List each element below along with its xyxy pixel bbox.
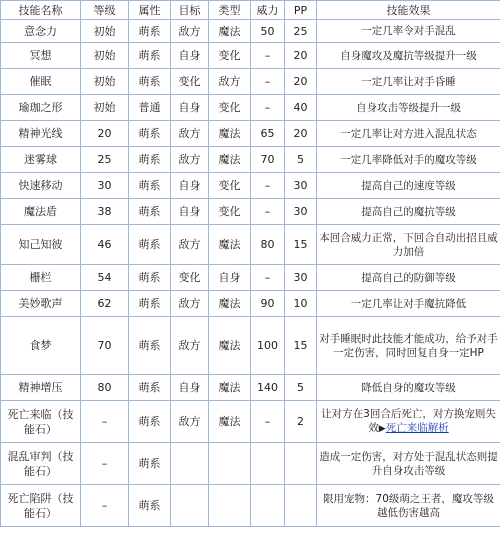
header-target: 目标 (171, 1, 209, 20)
skill-power: 65 (251, 121, 285, 147)
header-type: 类型 (209, 1, 251, 20)
skill-power (251, 443, 285, 485)
skill-effect: 一定几率降低对手的魔攻等级 (317, 147, 500, 173)
skill-level: 62 (81, 291, 129, 317)
skill-target: 敌方 (171, 147, 209, 173)
table-row (1, 95, 500, 121)
skill-power: – (251, 401, 285, 443)
skill-target: 自身 (171, 43, 209, 69)
table-row (1, 401, 500, 443)
skill-target: 自身 (171, 173, 209, 199)
skill-name: 栅栏 (1, 265, 81, 291)
skill-pp: 30 (285, 199, 317, 225)
skill-pp (285, 485, 317, 527)
table-row (1, 20, 500, 43)
skill-attribute: 萌系 (129, 69, 171, 95)
table-row (1, 291, 500, 317)
skill-type: 魔法 (209, 375, 251, 401)
skill-target: 变化 (171, 69, 209, 95)
skill-pp: 20 (285, 69, 317, 95)
skill-type: 魔法 (209, 121, 251, 147)
skill-name: 魔法盾 (1, 199, 81, 225)
table-row (1, 225, 500, 265)
skill-attribute: 萌系 (129, 147, 171, 173)
skill-level: 初始 (81, 69, 129, 95)
table-row (1, 375, 500, 401)
table-row (1, 443, 500, 485)
skill-target: 敌方 (171, 401, 209, 443)
skill-level: 38 (81, 199, 129, 225)
header-power: 威力 (251, 1, 285, 20)
skill-level: 46 (81, 225, 129, 265)
skill-power: 100 (251, 317, 285, 375)
skill-effect: 降低自身的魔攻等级 (317, 375, 500, 401)
skill-type: 变化 (209, 95, 251, 121)
skill-type (209, 443, 251, 485)
skill-attribute: 萌系 (129, 375, 171, 401)
skill-name: 死亡陷阱（技能石） (1, 485, 81, 527)
skill-level: 30 (81, 173, 129, 199)
skill-effect: 提高自己的速度等级 (317, 173, 500, 199)
skill-type: 魔法 (209, 147, 251, 173)
skill-target: 自身 (171, 375, 209, 401)
skill-name: 食梦 (1, 317, 81, 375)
skill-target: 自身 (171, 95, 209, 121)
skill-name: 知己知彼 (1, 225, 81, 265)
table-row (1, 317, 500, 375)
skill-type: 魔法 (209, 225, 251, 265)
skill-target (171, 485, 209, 527)
skill-pp: 20 (285, 43, 317, 69)
skill-type: 魔法 (209, 401, 251, 443)
table-header-row (1, 1, 500, 20)
skill-power (251, 485, 285, 527)
skill-attribute: 萌系 (129, 291, 171, 317)
skill-attribute: 萌系 (129, 199, 171, 225)
skill-target: 敌方 (171, 121, 209, 147)
skill-target: 敌方 (171, 225, 209, 265)
skill-type: 魔法 (209, 291, 251, 317)
skill-target (171, 443, 209, 485)
skill-pp: 40 (285, 95, 317, 121)
skill-level: – (81, 401, 129, 443)
skill-pp: 20 (285, 121, 317, 147)
skill-target: 自身 (171, 199, 209, 225)
skill-attribute: 萌系 (129, 443, 171, 485)
skill-power: 70 (251, 147, 285, 173)
skill-name: 死亡来临（技能石） (1, 401, 81, 443)
skill-target: 变化 (171, 265, 209, 291)
skill-type: 敌方 (209, 69, 251, 95)
skill-attribute: 萌系 (129, 401, 171, 443)
skill-attribute: 普通 (129, 95, 171, 121)
skill-power: – (251, 43, 285, 69)
skill-name: 冥想 (1, 43, 81, 69)
header-pp: PP (285, 1, 317, 20)
table-row (1, 121, 500, 147)
skill-attribute: 萌系 (129, 485, 171, 527)
skill-type: 变化 (209, 199, 251, 225)
skill-power: – (251, 95, 285, 121)
skill-pp: 10 (285, 291, 317, 317)
table-row (1, 265, 500, 291)
skill-name: 混乱审判（技能石） (1, 443, 81, 485)
skill-level: 初始 (81, 43, 129, 69)
skill-type: 自身 (209, 265, 251, 291)
skill-pp: 2 (285, 401, 317, 443)
header-attribute: 属性 (129, 1, 171, 20)
play-arrow-icon: ▶ (378, 424, 386, 434)
skill-effect-text: 让对方在3回合后死亡，对方换宠则失效 (321, 408, 496, 434)
skill-power: 90 (251, 291, 285, 317)
skill-level: 20 (81, 121, 129, 147)
skill-pp: 15 (285, 317, 317, 375)
skill-effect: 自身攻击等级提升一级 (317, 95, 500, 121)
skill-power: 140 (251, 375, 285, 401)
skill-effect: 一定几率让对手魔抗降低 (317, 291, 500, 317)
skill-level: – (81, 485, 129, 527)
skill-name: 美妙歌声 (1, 291, 81, 317)
table-row (1, 485, 500, 527)
skill-name: 催眠 (1, 69, 81, 95)
skill-target: 敌方 (171, 317, 209, 375)
skill-attribute: 萌系 (129, 173, 171, 199)
skill-power: – (251, 265, 285, 291)
table-row (1, 199, 500, 225)
skill-level: 54 (81, 265, 129, 291)
table-row (1, 69, 500, 95)
header-skill-name: 技能名称 (1, 1, 81, 20)
skill-effect: 提高自己的魔抗等级 (317, 199, 500, 225)
skill-effect: 提高自己的防御等级 (317, 265, 500, 291)
skill-effect: 一定几率令对手混乱 (317, 20, 500, 43)
skill-type: 变化 (209, 173, 251, 199)
skill-pp: 5 (285, 147, 317, 173)
skill-effect: 一定几率让对手昏睡 (317, 69, 500, 95)
skill-effect (317, 401, 500, 443)
skill-power: 80 (251, 225, 285, 265)
skill-effect: 限用宠物：70级萌之王者，魔攻等级越低伤害越高 (317, 485, 500, 527)
skill-pp: 5 (285, 375, 317, 401)
skill-level: – (81, 443, 129, 485)
header-level: 等级 (81, 1, 129, 20)
skill-effect: 自身魔攻及魔抗等级提升一级 (317, 43, 500, 69)
skill-effect: 对手睡眠时此技能才能成功，给予对手一定伤害，同时回复自身一定HP (317, 317, 500, 375)
skill-pp: 30 (285, 173, 317, 199)
skill-attribute: 萌系 (129, 225, 171, 265)
skill-name: 快速移动 (1, 173, 81, 199)
table-row (1, 147, 500, 173)
skill-name: 瑜珈之形 (1, 95, 81, 121)
skill-pp: 15 (285, 225, 317, 265)
skill-level: 80 (81, 375, 129, 401)
skill-pp: 25 (285, 20, 317, 43)
skill-type: 魔法 (209, 20, 251, 43)
header-effect: 技能效果 (317, 1, 500, 20)
skill-level: 25 (81, 147, 129, 173)
skill-attribute: 萌系 (129, 317, 171, 375)
skill-target: 敌方 (171, 20, 209, 43)
skill-effect: 一定几率让对方进入混乱状态 (317, 121, 500, 147)
skill-power: – (251, 173, 285, 199)
skill-power: – (251, 199, 285, 225)
death-analysis-link[interactable]: 死亡来临解析 (385, 422, 449, 434)
skill-attribute: 萌系 (129, 43, 171, 69)
skill-level: 70 (81, 317, 129, 375)
skill-level: 初始 (81, 20, 129, 43)
skill-pp (285, 443, 317, 485)
skill-attribute: 萌系 (129, 20, 171, 43)
skill-type (209, 485, 251, 527)
table-row (1, 173, 500, 199)
skill-effect: 本回合威力正常，下回合自动出招且威力加倍 (317, 225, 500, 265)
skill-level: 初始 (81, 95, 129, 121)
skill-type: 变化 (209, 43, 251, 69)
skill-target: 敌方 (171, 291, 209, 317)
skill-effect: 造成一定伤害，对方处于混乱状态则提升自身攻击等级 (317, 443, 500, 485)
skill-name: 精神光线 (1, 121, 81, 147)
skill-power: – (251, 69, 285, 95)
table-row (1, 43, 500, 69)
skill-attribute: 萌系 (129, 265, 171, 291)
skill-name: 精神增压 (1, 375, 81, 401)
skill-type: 魔法 (209, 317, 251, 375)
skill-name: 意念力 (1, 20, 81, 43)
skill-pp: 30 (285, 265, 317, 291)
skill-power: 50 (251, 20, 285, 43)
skill-name: 迷雾球 (1, 147, 81, 173)
skill-attribute: 萌系 (129, 121, 171, 147)
